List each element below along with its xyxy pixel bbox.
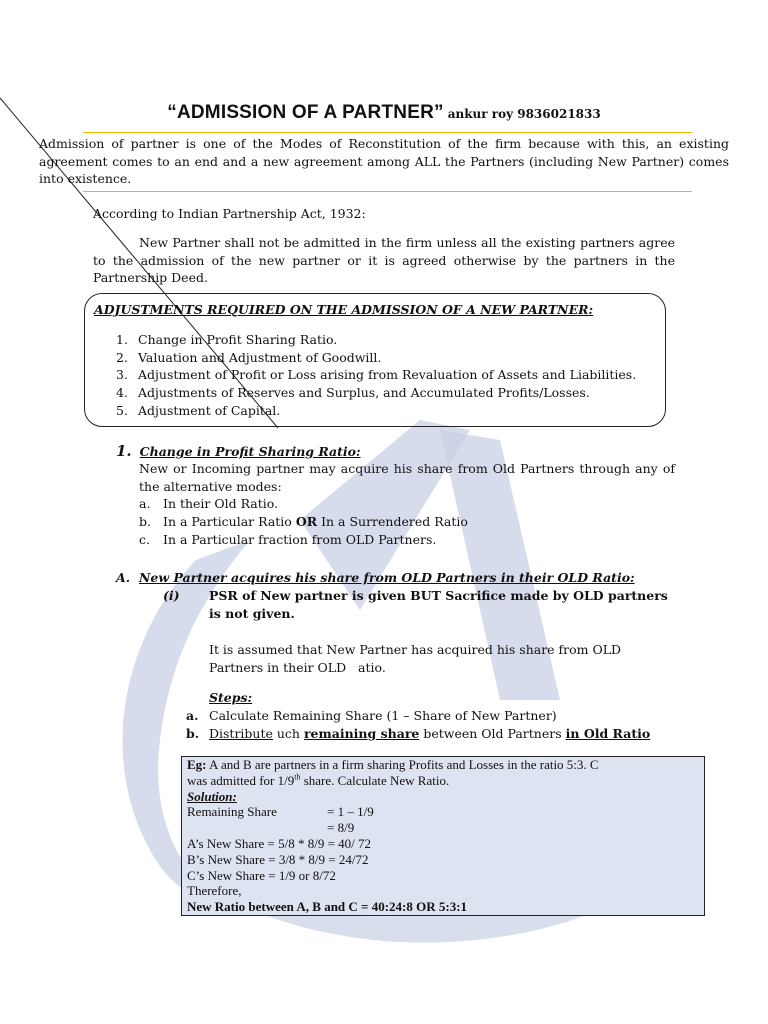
steps-label: Steps: (209, 690, 253, 705)
sectionA-letter: A. (116, 570, 131, 585)
example-line: was admitted for 1/9th share. Calculate New Ratio. (187, 772, 450, 788)
sectionA-header (116, 569, 635, 587)
example-line: = 8/9 (327, 820, 355, 836)
section1-options (139, 495, 468, 549)
act-heading: According to Indian Partnership Act, 1932: (93, 206, 366, 221)
step-b: b. Distribute uch remaining share between Old Partners in Old Ratio (186, 726, 651, 741)
example-line: Remaining Share = 1 – 1/9 (187, 804, 374, 820)
section1-heading: Change in Profit Sharing Ratio: (139, 444, 361, 459)
option-item: b. In a Particular Ratio OR In a Surrendered Ratio (139, 514, 468, 529)
adjustments-title: ADJUSTMENTS REQUIRED ON THE ADMISSION OF A NEW PARTNER: (94, 302, 594, 317)
subsection-heading: PSR of New partner is given BUT Sacrifice made by OLD partners is not given. (209, 588, 668, 621)
act-body (93, 234, 675, 287)
option-item: a. In their Old Ratio. (139, 496, 279, 511)
intro-paragraph: Admission of partner is one of the Modes of Reconstitution of the firm because with this, an existing agreement comes to an end and a new agreement among ALL the Partners (including New Partner) comes into existence. (39, 136, 729, 186)
example-line: C’s New Share = 1/9 or 8/72 (187, 867, 336, 883)
section1-body: New or Incoming partner may acquire his share from Old Partners through any of the alternative modes: (139, 461, 675, 494)
section1-number: 1. (116, 442, 132, 460)
section1-header (116, 441, 361, 462)
act-body-text: New Partner shall not be admitted in the firm unless all the existing partners agree to the admission of the new partner or it is agreed otherwise by the partners in the Partnership Deed. (93, 235, 675, 285)
example-line (187, 789, 699, 805)
title-text: “ADMISSION OF A PARTNER” (167, 102, 444, 123)
solution-label: Solution: (187, 788, 237, 804)
list-item: 2. Valuation and Adjustment of Goodwill. (116, 349, 382, 365)
assumption-text: It is assumed that New Partner has acquired his share from OLD Partners in their OLD atio. (209, 642, 626, 675)
subsection-number: (i) (163, 588, 180, 603)
sectionA-heading: New Partner acquires his share from OLD Partners in their OLD Ratio: (139, 570, 635, 585)
list-item: 5. Adjustment of Capital. (116, 402, 281, 418)
example-line: Therefore, (187, 883, 242, 899)
step-a: a. Calculate Remaining Share (1 – Share of New Partner) (186, 708, 557, 723)
example-box (181, 756, 705, 916)
list-item: 4. Adjustments of Reserves and Surplus, and Accumulated Profits/Losses. (116, 385, 590, 401)
example-line: Eg: A and B are partners in a firm sharing Profits and Losses in the ratio 5:3. C (187, 757, 599, 772)
eg-label: Eg: (187, 757, 207, 772)
example-line: A’s New Share = 5/8 * 8/9 = 40/ 72 (187, 835, 372, 851)
example-line: B’s New Share = 3/8 * 8/9 = 24/72 (187, 851, 369, 867)
option-item: c. In a Particular fraction from OLD Partners. (139, 532, 437, 547)
intro-rule (83, 191, 692, 192)
adjustments-list (116, 331, 636, 419)
title-rule (83, 132, 692, 133)
author-text: ankur roy 9836021833 (447, 107, 601, 121)
page-title (0, 100, 768, 127)
list-item: 3. Adjustment of Profit or Loss arising from Revaluation of Assets and Liabilities. (116, 367, 637, 383)
list-item: 1. Change in Profit Sharing Ratio. (116, 332, 338, 347)
example-result: New Ratio between A, B and C = 40:24:8 OR 5:3:1 (187, 899, 468, 915)
